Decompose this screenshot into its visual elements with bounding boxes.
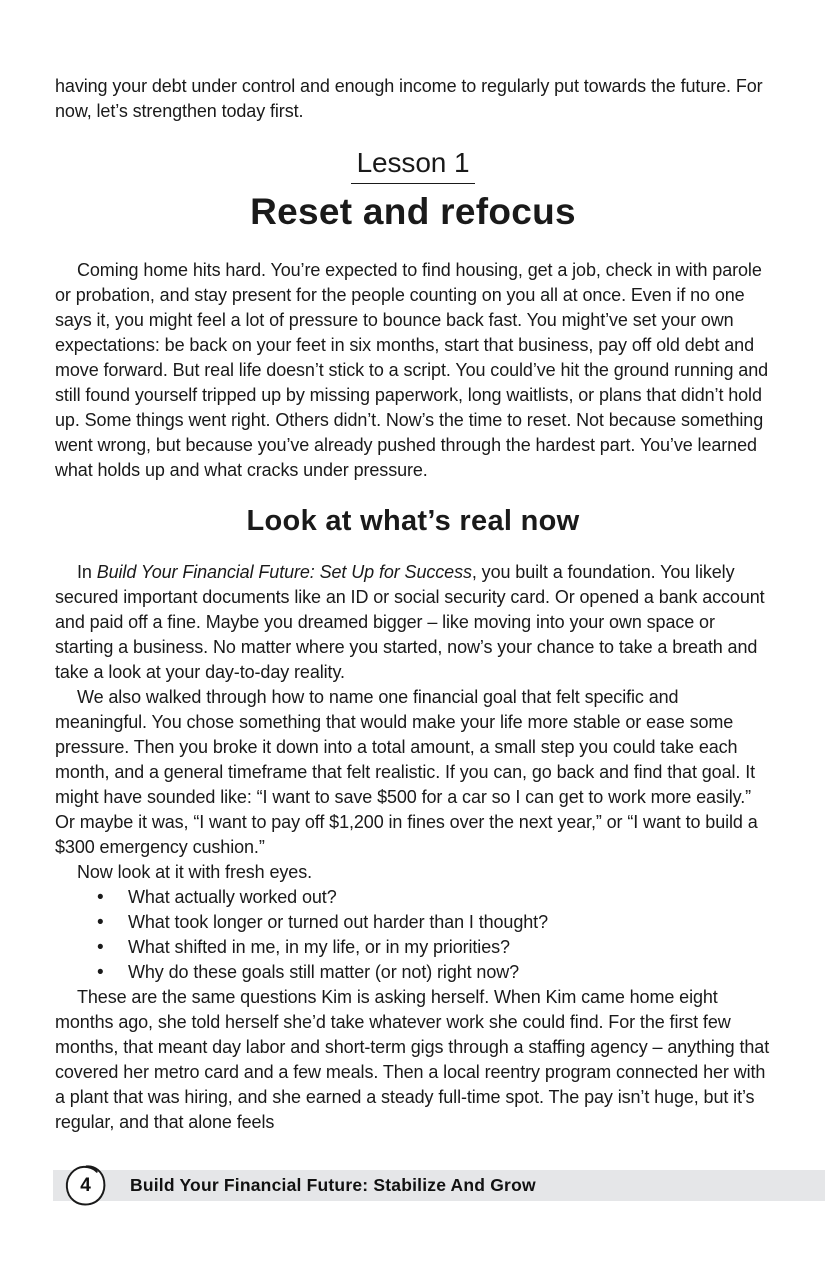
referenced-book-title: Build Your Financial Future: Set Up for Success xyxy=(96,562,472,582)
paragraph-text: , you built a foundation. You likely secured important documents like an ID or social security card. Or opened a bank account and paid off a fine. Maybe you dreamed bigger – like moving into your own space or starting a business. No matter where you started, now’s your chance to take a breath and take a look at your day-to-day reality. xyxy=(55,562,765,682)
page-body xyxy=(55,74,771,1135)
footer-bar xyxy=(53,1170,825,1201)
body-paragraph: Coming home hits hard. You’re expected to find housing, get a job, check in with parole or probation, and stay present for the people counting on you all at once. Even if no one says it, you might feel a lot of pressure to bounce back fast. You might’ve set your own expectations: be back on your feet in six months, start that business, pay off old debt and move forward. But real life doesn’t stick to a script. You could’ve hit the ground running and still found yourself tripped up by missing paperwork, long waitlists, or plans that didn’t hold up. Some things went right. Others didn’t. Now’s the time to reset. Not because something went wrong, but because you’ve already pushed through the hardest part. You’ve learned what holds up and what cracks under pressure. xyxy=(55,260,769,480)
body-paragraph: Now look at it with fresh eyes. xyxy=(77,862,312,882)
list-item: • Why do these goals still matter (or not) right now? xyxy=(55,960,771,985)
page-number: 4 xyxy=(80,1174,91,1196)
list-item: • What actually worked out? xyxy=(55,885,771,910)
list-item: • What shifted in me, in my life, or in my priorities? xyxy=(55,935,771,960)
intro-continuation-paragraph: having your debt under control and enough income to regularly put towards the future. For now, let’s strengthen today first. xyxy=(55,76,763,121)
lesson-title-heading: Reset and refocus xyxy=(250,191,576,232)
page-number-badge xyxy=(62,1162,109,1209)
footer-book-title: Build Your Financial Future: Stabilize And Grow xyxy=(130,1175,536,1195)
lesson-number-label: Lesson 1 xyxy=(351,146,476,184)
list-item: • What took longer or turned out harder than I thought? xyxy=(55,910,771,935)
body-paragraph: These are the same questions Kim is asking herself. When Kim came home eight months ago, she told herself she’d take whatever work she could find. For the first few months, that meant day labor and short-term gigs through a staffing agency – anything that covered her metro card and a few meals. Then a local reentry program connected her with a plant that was hiring, and she earned a steady full-time spot. The pay isn’t huge, but it’s regular, and that alone feels xyxy=(55,987,770,1132)
lesson-number-heading xyxy=(55,146,771,184)
section-heading: Look at what’s real now xyxy=(246,505,580,537)
reflection-question-list xyxy=(55,885,771,985)
body-paragraph xyxy=(55,560,771,685)
paragraph-text: In xyxy=(77,562,97,582)
body-paragraph: We also walked through how to name one financial goal that felt specific and meaningful. You chose something that would make your life more stable or ease some pressure. Then you broke it down into a total amount, a small step you could take each month, and a general timeframe that felt realistic. If you can, go back and find that goal. It might have sounded like: “I want to save $500 for a car so I can get to work more easily.” Or maybe it was, “I want to pay off $1,200 in fines over the next year,” or “I want to build a $300 emergency cushion.” xyxy=(55,687,758,857)
